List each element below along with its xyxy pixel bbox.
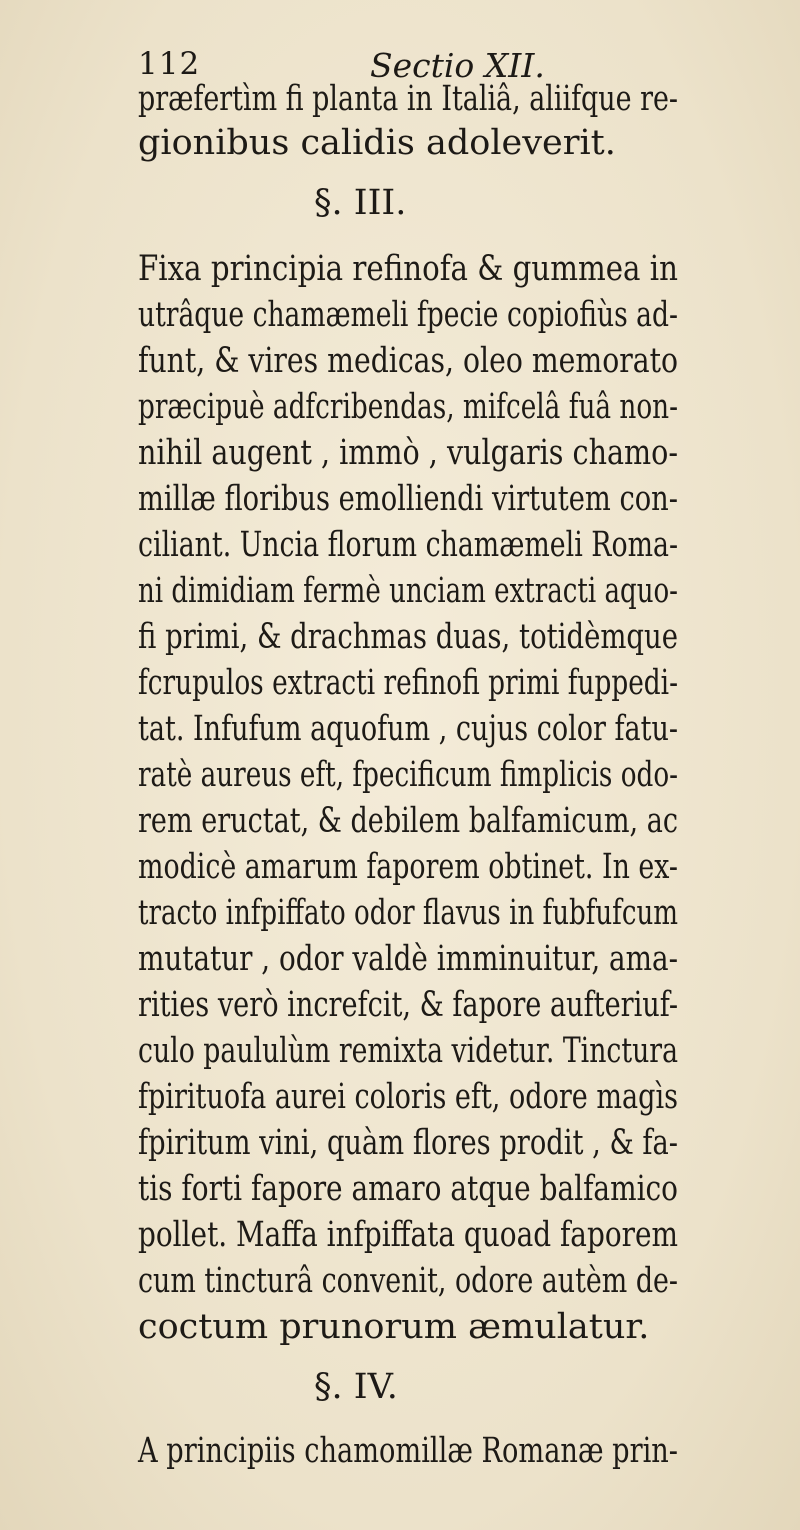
text-line: fpirituofa aurei coloris eft, odore magìs — [138, 1077, 678, 1117]
text-line: rities verò increfcit, & fapore aufteriuf- — [138, 985, 678, 1025]
text-line: tat. Infufum aquofum , cujus color fatu- — [138, 709, 678, 749]
text-line: tracto infpiffato odor flavus in fubfufcum — [138, 893, 678, 933]
text-line: rem eructat, & debilem balfamicum, ac — [138, 801, 678, 841]
text-line: fi primi, & drachmas duas, totidèmque — [138, 617, 678, 657]
page-number: 112 — [138, 46, 201, 82]
text-line: millæ floribus emolliendi virtutem con- — [138, 479, 678, 519]
text-line: pollet. Maffa infpiffata quoad faporem — [138, 1215, 678, 1255]
text-line: mutatur , odor valdè imminuitur, ama- — [138, 939, 678, 979]
text-line: præcipuè adfcribendas, mifcelâ fuâ non- — [138, 387, 678, 427]
text-line: culo paululùm remixta videtur. Tinctura — [138, 1031, 678, 1071]
text-line: funt, & vires medicas, oleo memorato — [138, 341, 678, 381]
running-head: Sectio XII. — [370, 46, 545, 85]
section-heading-4: §. IV. — [314, 1367, 398, 1407]
text-line: ciliant. Uncia florum chamæmeli Roma- — [138, 525, 678, 565]
text-line: fcrupulos extracti refinofi primi fuppedi- — [138, 663, 678, 703]
text-line: fpiritum vini, quàm flores prodit , & fa- — [138, 1123, 678, 1163]
text-line: nihil augent , immò , vulgaris chamo- — [138, 433, 678, 473]
text-line: Fixa principia refinofa & gummea in — [138, 249, 678, 289]
text-line: utrâque chamæmeli fpecie copiofiùs ad- — [138, 295, 678, 335]
text-line: modicè amarum faporem obtinet. In ex- — [138, 847, 678, 887]
text-line: præfertìm fi planta in Italiâ, aliifque re- — [138, 79, 678, 119]
text-line: coctum prunorum æmulatur. — [138, 1307, 650, 1347]
text-line: ni dimidiam fermè unciam extracti aquo- — [138, 571, 678, 611]
text-line: gionibus calidis adoleverit. — [138, 123, 616, 163]
text-line: tis forti fapore amaro atque balfamico — [138, 1169, 678, 1209]
text-line: cum tincturâ convenit, odore autèm de- — [138, 1261, 678, 1301]
section-heading-3: §. III. — [314, 183, 407, 223]
text-line: ratè aureus eft, fpecificum fimplicis odo- — [138, 755, 678, 795]
text-line: A principiis chamomillæ Romanæ prin- — [138, 1431, 678, 1471]
